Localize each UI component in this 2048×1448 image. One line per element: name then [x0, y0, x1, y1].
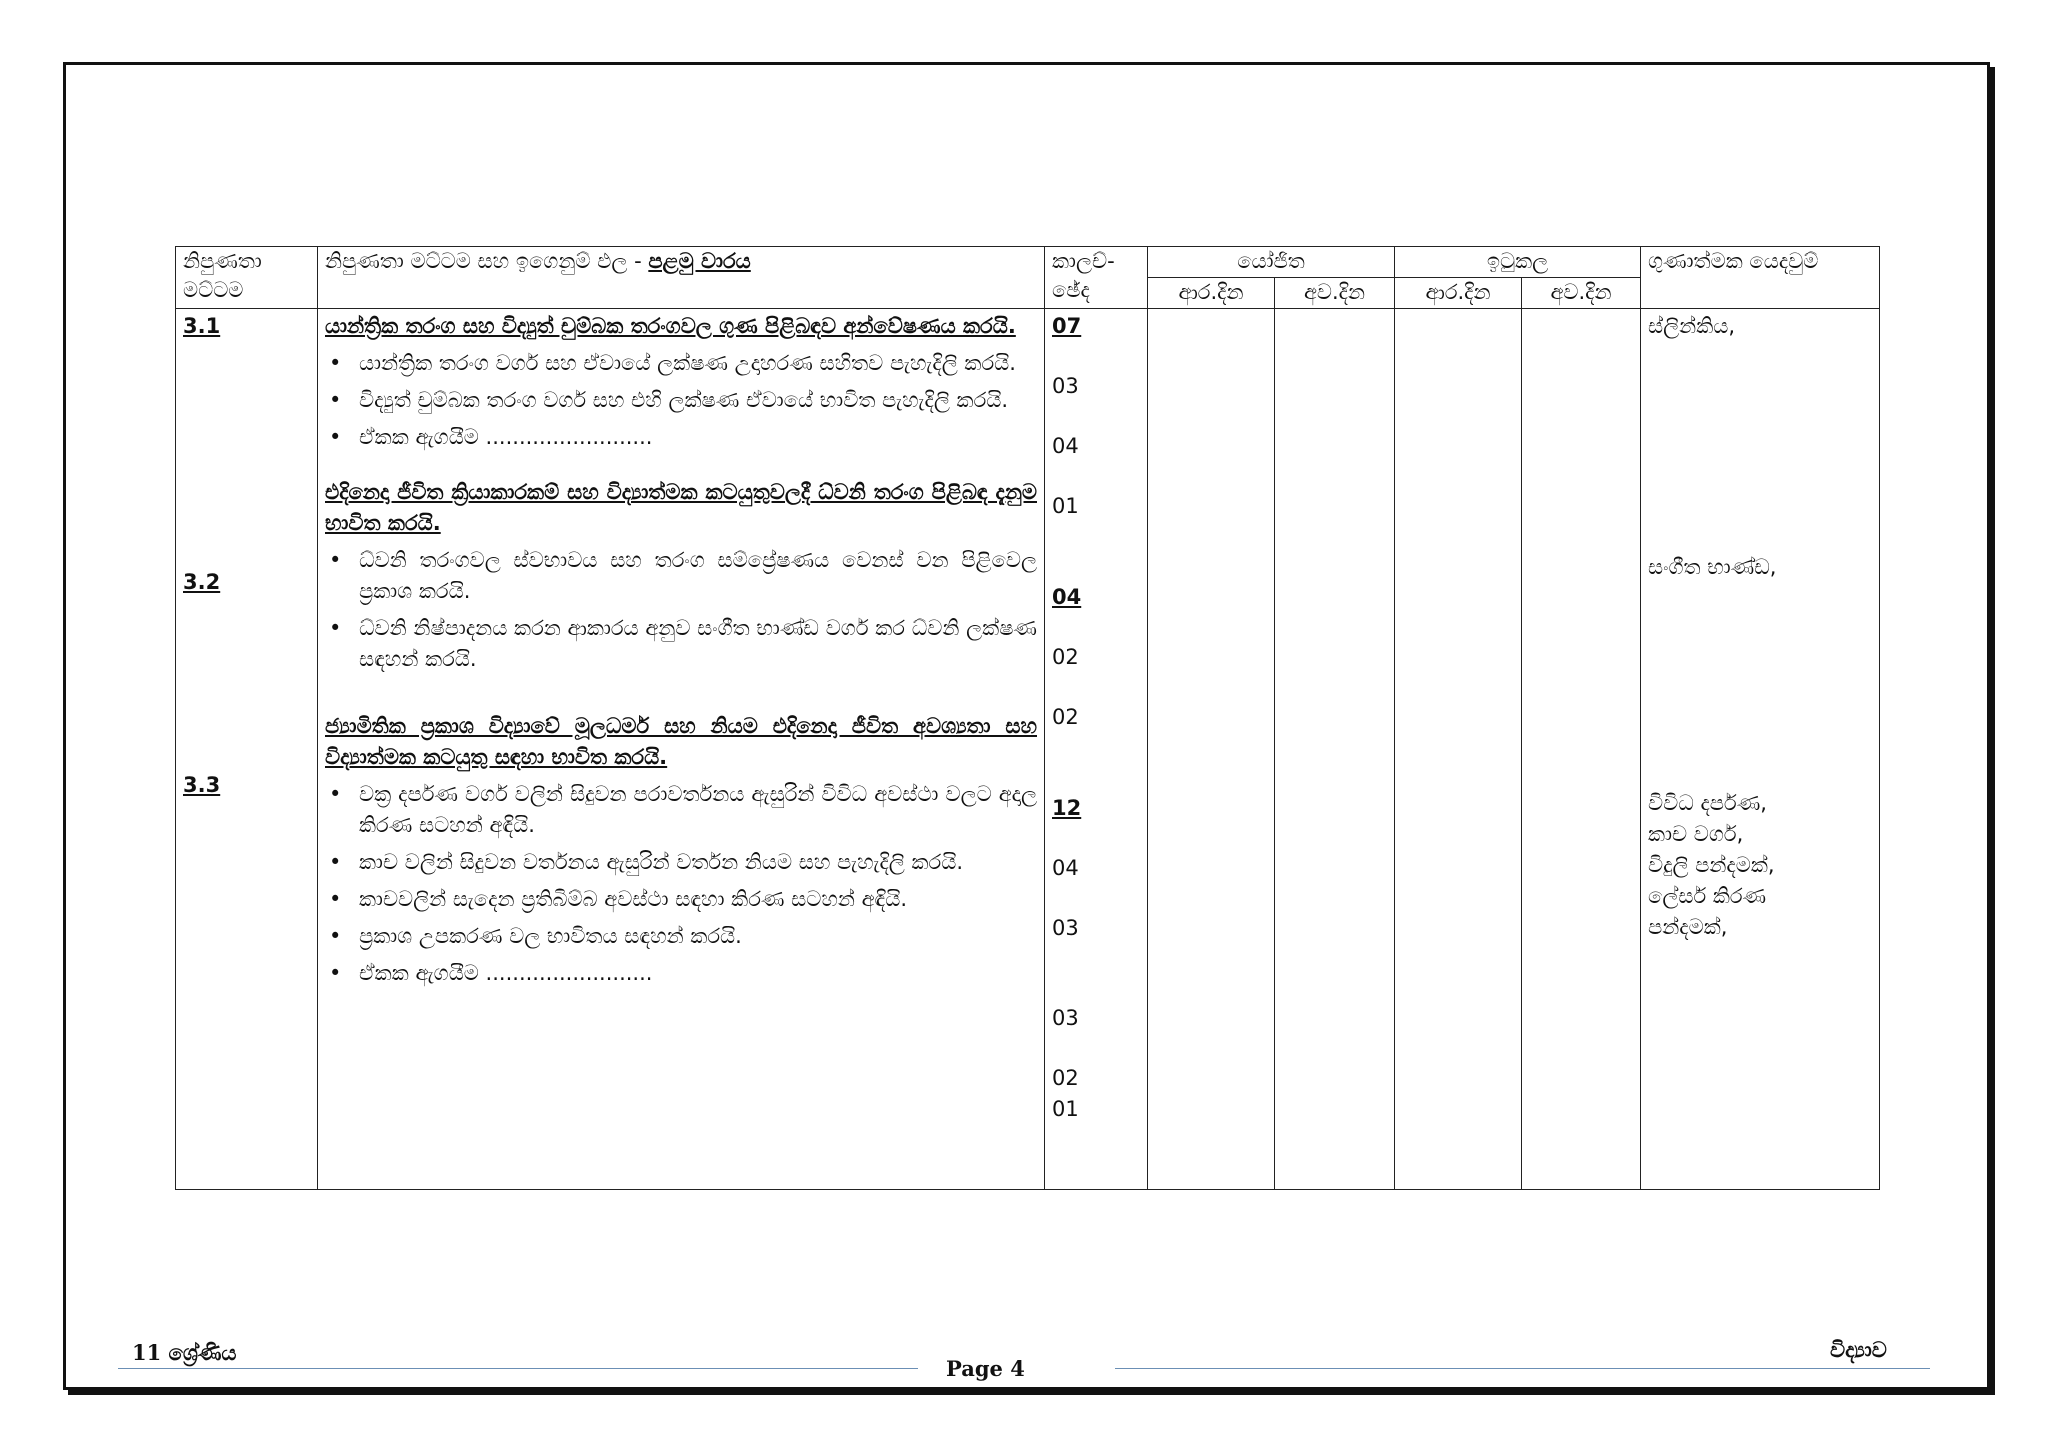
- quality-input: විවිධ දර්පණ,: [1648, 791, 1767, 815]
- header-quality-inputs: ගුණාත්මක යෙදවුම්: [1641, 247, 1880, 309]
- competency-3-2: එදිනෙදා ජීවිත ක්‍රියාකාරකම් සහ විද්‍යාත්මක කටයුතුවලදී ධ්වනි තරංග පිළිබඳ දැනුම භාවිත කරයි.: [325, 480, 1037, 535]
- header-proposed: යෝජිත: [1148, 247, 1395, 278]
- outcome-list-3-2: [325, 545, 1037, 675]
- header-actual-end: අව.දින: [1522, 278, 1641, 309]
- periods-cell: [1045, 309, 1148, 1190]
- actual-start-cell: [1395, 309, 1522, 1190]
- header-term: පළමු වාරය: [648, 249, 751, 273]
- header-competency-level: නිපුණතා මට්ටම: [176, 247, 318, 309]
- level-code-3-1: 3.1: [183, 314, 221, 338]
- footer-line-right: [1115, 1368, 1930, 1369]
- header-actual-start: ආර.දින: [1395, 278, 1522, 309]
- periods-value: 01: [1052, 1097, 1079, 1121]
- quality-input: සංගීත භාණ්ඩ,: [1648, 555, 1777, 579]
- list-item: • ඒකක ඇගයීම .........................: [325, 422, 1037, 453]
- header-proposed-start: ආර.දින: [1148, 278, 1275, 309]
- header-competency-outcomes: [318, 247, 1045, 309]
- list-item: • වක්‍ර දර්පණ වර්ග වලින් සිදුවන පරාවර්තනය ඇසුරින් විවිධ අවස්ථා වලට අදාල කිරණ සටහන් අඳියි.: [325, 779, 1037, 841]
- quality-input: ස්ලින්කිය,: [1648, 314, 1736, 338]
- header-proposed-end: අව.දින: [1275, 278, 1395, 309]
- level-code-3-2: 3.2: [183, 570, 221, 594]
- periods-total-3-2: 04: [1052, 585, 1082, 609]
- footer-grade: 11 ශ්‍රේණිය: [132, 1340, 237, 1365]
- actual-end-cell: [1522, 309, 1641, 1190]
- quality-input: විදුලි පන්දමක්,: [1648, 853, 1775, 877]
- levels-cell: [176, 309, 318, 1190]
- periods-value: 02: [1052, 705, 1079, 729]
- header-periods: කාලච්-ඡේද: [1045, 247, 1148, 309]
- outcomes-cell: [318, 309, 1045, 1190]
- header-actual: ඉටුකල: [1395, 247, 1641, 278]
- list-item: • ඒකක ඇගයීම .........................: [325, 958, 1037, 989]
- lesson-plan-table: [175, 246, 1880, 1190]
- list-item: • විද්‍යුත් චුම්බක තරංග වර්ග සහ එහි ලක්ෂණ ඒවායේ භාවිත පැහැදිලි කරයි.: [325, 385, 1037, 416]
- footer-subject: විද්‍යාව: [1830, 1337, 1887, 1362]
- footer-page-number: Page 4: [946, 1356, 1025, 1381]
- competency-3-3: ජ්‍යාමිතික ප්‍රකාශ විද්‍යාවේ මූලධර්ම සහ නියම එදිනෙදා ජීවිත අවශ්‍යතා සහ විද්‍යාත්මක කටයුතු සඳහා භාවිත කරයි.: [325, 714, 1037, 769]
- quality-input: පන්දමක්,: [1648, 915, 1728, 939]
- header-competency-prefix: නිපුණතා මට්ටම සහ ඉගෙනුම් ඵල -: [325, 249, 649, 273]
- periods-value: 03: [1052, 374, 1079, 398]
- outcome-list-3-3: [325, 779, 1037, 989]
- list-item: • යාන්ත්‍රික තරංග වර්ග සහ ඒවායේ ලක්ෂණ උදාහරණ සහිතව පැහැදිලි කරයි.: [325, 348, 1037, 379]
- proposed-end-cell: [1275, 309, 1395, 1190]
- periods-value: 03: [1052, 916, 1079, 940]
- quality-input: ලේසර් කිරණ: [1648, 884, 1767, 908]
- periods-value: 02: [1052, 1066, 1079, 1090]
- quality-input: කාච වර්ග,: [1648, 822, 1744, 846]
- periods-value: 03: [1052, 1006, 1079, 1030]
- quality-inputs-cell: [1641, 309, 1880, 1190]
- periods-total-3-1: 07: [1052, 314, 1082, 338]
- footer-line-left: [118, 1368, 918, 1369]
- periods-total-3-3: 12: [1052, 796, 1082, 820]
- proposed-start-cell: [1148, 309, 1275, 1190]
- list-item: • ප්‍රකාශ උපකරණ වල භාවිතය සඳහන් කරයි.: [325, 921, 1037, 952]
- list-item: • කාචවලින් සැදෙන ප්‍රතිබිම්බ අවස්ථා සඳහා කිරණ සටහන් අඳියි.: [325, 884, 1037, 915]
- periods-value: 04: [1052, 856, 1079, 880]
- list-item: • කාච වලින් සිදුවන වර්තනය ඇසුරින් වර්තන නියම සහ පැහැදිලි කරයි.: [325, 847, 1037, 878]
- periods-value: 02: [1052, 645, 1079, 669]
- periods-value: 04: [1052, 434, 1079, 458]
- outcome-list-3-1: [325, 348, 1037, 453]
- competency-3-1: යාන්ත්‍රික තරංග සහ විද්‍යුත් චුම්බක තරංගවල ගුණ පිළිබඳව අන්වේෂණය කරයි.: [325, 314, 1016, 338]
- level-code-3-3: 3.3: [183, 773, 221, 797]
- table-row: [176, 309, 1880, 1190]
- list-item: • ධ්වනි නිෂ්පාදනය කරන ආකාරය අනුව සංගීත භාණ්ඩ වර්ග කර ධ්වනි ලක්ෂණ සඳහන් කරයි.: [325, 613, 1037, 675]
- periods-value: 01: [1052, 494, 1079, 518]
- list-item: • ධ්වනි තරංගවල ස්වභාවය සහ තරංග සම්ප්‍රේෂණය වෙනස් වන පිළිවෙල ප්‍රකාශ කරයි.: [325, 545, 1037, 607]
